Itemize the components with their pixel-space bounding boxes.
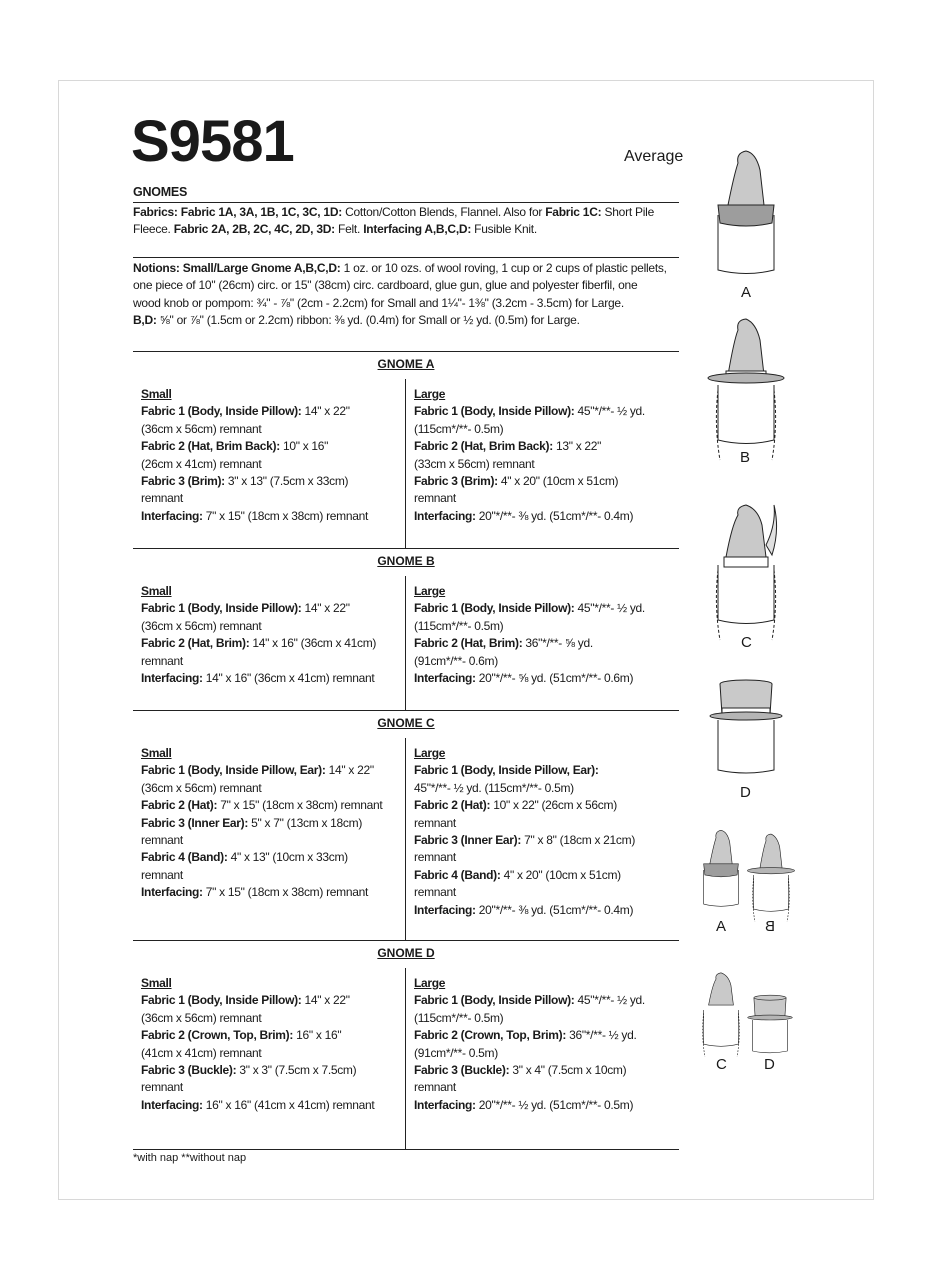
text: remnant [141, 491, 183, 506]
bold-label: Interfacing: [414, 671, 476, 686]
requirement-line [141, 849, 382, 866]
bold-label: Fabric 2 (Hat, Brim): [141, 636, 250, 651]
text: (91cm*/**- 0.5m) [414, 1045, 498, 1060]
requirement-line [414, 849, 635, 866]
text: 45"*/**- ½ yd. (115cm*/**- 0.5m) [414, 780, 574, 795]
requirement-line [141, 832, 382, 849]
requirement-line [414, 508, 645, 525]
text: 7" x 15" (18cm x 38cm) remnant [202, 508, 369, 523]
text: 3" x 4" (7.5cm x 10cm) [509, 1063, 627, 1078]
size-heading: Small [141, 976, 172, 990]
large-size-requirements [414, 583, 645, 687]
text: (115cm*/**- 0.5m) [414, 1010, 504, 1025]
bold-label: Fabric 1 (Body, Inside Pillow, Ear): [141, 763, 326, 778]
text: (115cm*/**- 0.5m) [414, 618, 504, 633]
bold-label: Notions: Small/Large Gnome A,B,C,D: [133, 261, 341, 275]
requirement-line [141, 1010, 374, 1027]
fabrics-text [133, 204, 679, 239]
requirement-line [414, 1045, 645, 1062]
requirement-line [141, 1097, 374, 1114]
bold-label: Fabric 2 (Hat, Brim): [414, 636, 523, 651]
text: (115cm*/**- 0.5m) [414, 421, 504, 436]
text: 45"*/**- ½ yd. [574, 993, 645, 1008]
text: ⅝" or ⅞" (1.5cm or 2.2cm) ribbon: ⅜ yd. (0.4m) for Small or ½ yd. (0.5m) for Large. [156, 313, 580, 328]
view-label-b: B [740, 449, 751, 466]
size-heading: Large [414, 387, 446, 401]
text: 4" x 20" (10cm x 51cm) [497, 474, 619, 489]
requirement-line [414, 635, 645, 652]
bold-label: Fabric 2 (Hat): [141, 798, 218, 813]
requirement-line [141, 992, 374, 1009]
requirement-line [414, 653, 645, 670]
bold-label: Fabric 3 (Inner Ear): [414, 833, 522, 848]
section-heading: GNOME D [377, 946, 435, 960]
bold-label: Fabric 1 (Body, Inside Pillow): [414, 993, 575, 1008]
text: 10" x 22" (26cm x 56cm) [490, 798, 617, 813]
requirement-line [414, 403, 645, 420]
divider [133, 548, 679, 549]
requirement-line [141, 600, 376, 617]
bold-label: Fabric 3 (Buckle): [141, 1063, 237, 1078]
text: remnant [414, 885, 456, 900]
requirement-line [414, 1097, 645, 1114]
requirement-line [141, 797, 382, 814]
requirement-line [141, 618, 376, 635]
requirement-line [414, 884, 635, 901]
text: 20"*/**- ⅜ yd. (51cm*/**- 0.4m) [475, 902, 634, 917]
bold-label: Fabric 4 (Band): [141, 850, 228, 865]
text: Short Pile [601, 205, 654, 219]
text: Fusible Knit. [471, 222, 537, 237]
bold-label: Fabric 1C: [545, 205, 602, 219]
text: 45"*/**- ½ yd. [574, 404, 645, 419]
requirement-line [414, 1079, 645, 1096]
text: 20"*/**- ½ yd. (51cm*/**- 0.5m) [475, 1097, 634, 1112]
notions-line [133, 277, 679, 294]
bold-label: Fabric 1 (Body, Inside Pillow): [141, 601, 302, 616]
view-label-a: A [741, 284, 752, 301]
bold-label: Interfacing: [141, 671, 203, 686]
notions-line [133, 312, 679, 329]
text: 16" x 16" [293, 1028, 342, 1043]
pattern-title: GNOMES [133, 185, 188, 199]
requirement-line [141, 1079, 374, 1096]
text: 7" x 8" (18cm x 21cm) [521, 833, 636, 848]
bold-label: Fabric 2 (Hat): [414, 798, 491, 813]
bold-label: Fabric 2 (Hat, Brim Back): [414, 439, 553, 454]
text: (36cm x 56cm) remnant [141, 618, 262, 633]
bold-label: Interfacing: [414, 902, 476, 917]
requirement-line [414, 421, 645, 438]
text: (91cm*/**- 0.6m) [414, 653, 498, 668]
text: remnant [141, 833, 183, 848]
requirement-line [141, 473, 368, 490]
text: remnant [414, 1080, 456, 1095]
text: 36"*/**- ½ yd. [566, 1028, 637, 1043]
bold-label: Interfacing: [141, 508, 203, 523]
text: (33cm x 56cm) remnant [414, 456, 535, 471]
bold-label: B,D: [133, 313, 157, 328]
bold-label: Fabric 3 (Brim): [414, 474, 498, 489]
column-divider [405, 576, 406, 710]
gnome-section-d [133, 940, 679, 1150]
text: 13" x 22" [552, 439, 602, 454]
bold-label: Fabric 2A, 2B, 2C, 4C, 2D, 3D: [173, 222, 335, 237]
bold-label: Fabric 4 (Band): [414, 867, 501, 882]
section-heading: GNOME A [377, 357, 435, 371]
divider [133, 940, 679, 941]
requirement-line [141, 438, 368, 455]
small-size-requirements [141, 975, 374, 1114]
gnome-section-c [133, 710, 679, 940]
bold-label: Fabric 1 (Body, Inside Pillow): [414, 404, 575, 419]
bold-label: Interfacing: [141, 1097, 203, 1112]
text: (41cm x 41cm) remnant [141, 1045, 262, 1060]
footnote: *with nap **without nap [133, 1152, 247, 1164]
requirement-line [141, 635, 376, 652]
text: remnant [141, 867, 183, 882]
text: remnant [141, 1080, 183, 1095]
size-heading: Small [141, 746, 172, 760]
text: 45"*/**- ½ yd. [574, 601, 645, 616]
text: 14" x 16" (36cm x 41cm) remnant [202, 671, 375, 686]
requirement-line [141, 1062, 374, 1079]
notions-line [133, 260, 679, 277]
bold-label: Fabric 3 (Buckle): [414, 1063, 510, 1078]
divider [133, 351, 679, 352]
gnome-section-b [133, 548, 679, 710]
text: remnant [141, 653, 183, 668]
requirement-line [414, 815, 635, 832]
text: remnant [414, 850, 456, 865]
text: 7" x 15" (18cm x 38cm) remnant [202, 885, 369, 900]
text: 7" x 15" (18cm x 38cm) remnant [217, 798, 383, 813]
divider [133, 1149, 679, 1150]
text: 3" x 13" (7.5cm x 33cm) [224, 474, 349, 489]
requirement-line [414, 902, 635, 919]
bold-label: Fabric 1 (Body, Inside Pillow): [141, 993, 302, 1008]
requirement-line [414, 780, 635, 797]
divider [133, 710, 679, 711]
bold-label: Fabric 2 (Hat, Brim Back): [141, 439, 280, 454]
requirement-line [414, 1027, 645, 1044]
requirement-line [141, 421, 368, 438]
view-label-a-back: A [716, 918, 727, 935]
requirement-line [141, 403, 368, 420]
text: 4" x 13" (10cm x 33cm) [227, 850, 348, 865]
text: 14" x 22" [301, 993, 350, 1008]
text: wood knob or pompom: ¾" - ⅞" (2cm - 2.2cm) for Small and 1¼"- 1⅜" (3.2cm - 3.5cm) for Large. [133, 295, 624, 310]
text: 4" x 20" (10cm x 51cm) [500, 867, 621, 882]
requirement-line [414, 456, 645, 473]
text: remnant [414, 815, 456, 830]
text: (36cm x 56cm) remnant [141, 421, 262, 436]
text: 3" x 3" (7.5cm x 7.5cm) [236, 1063, 357, 1078]
section-heading: GNOME B [377, 554, 435, 568]
requirement-line [414, 762, 635, 779]
section-heading: GNOME C [377, 716, 435, 730]
bold-label: Fabric 1 (Body, Inside Pillow): [141, 404, 302, 419]
requirement-line [141, 670, 376, 687]
bold-label: Fabrics: Fabric 1A, 3A, 1B, 1C, 3C, 1D: [133, 205, 342, 219]
text: Cotton/Cotton Blends, Flannel. Also for [342, 205, 546, 219]
requirement-line [414, 600, 645, 617]
pattern-number: S9581 [131, 109, 294, 174]
bold-label: Interfacing: [414, 508, 476, 523]
requirement-line [141, 456, 368, 473]
text: (26cm x 41cm) remnant [141, 456, 262, 471]
bold-label: Interfacing A,B,C,D: [363, 222, 472, 237]
large-size-requirements [414, 975, 645, 1114]
text: remnant [414, 491, 456, 506]
gnome-section-a [133, 351, 679, 548]
column-divider [405, 379, 406, 548]
text: Fleece. [133, 222, 174, 237]
requirement-line [414, 473, 645, 490]
view-label-c: C [741, 634, 752, 651]
requirement-line [414, 1010, 645, 1027]
size-heading: Large [414, 976, 446, 990]
requirement-line [141, 1027, 374, 1044]
difficulty-level: Average [624, 148, 684, 165]
requirement-line [141, 884, 382, 901]
requirement-line [414, 867, 635, 884]
requirement-line [414, 490, 645, 507]
requirement-line [414, 1062, 645, 1079]
requirement-line [141, 867, 382, 884]
text: 14" x 22" [301, 601, 350, 616]
requirement-line [141, 815, 382, 832]
text: 16" x 16" (41cm x 41cm) remnant [202, 1097, 375, 1112]
large-size-requirements [414, 386, 645, 525]
text: (36cm x 56cm) remnant [141, 780, 262, 795]
bold-label: Fabric 1 (Body, Inside Pillow, Ear): [414, 763, 599, 778]
requirement-line [414, 618, 645, 635]
requirement-line [414, 797, 635, 814]
size-heading: Large [414, 746, 446, 760]
requirement-line [141, 762, 382, 779]
text: 14" x 22" [301, 404, 350, 419]
requirement-line [414, 670, 645, 687]
text: one piece of 10" (26cm) circ. or 15" (38cm) circ. cardboard, glue gun, glue and polyester fiberfil, one [133, 278, 638, 293]
notions-line [133, 295, 679, 312]
requirement-line [414, 438, 645, 455]
divider [133, 202, 679, 203]
text: 20"*/**- ⅜ yd. (51cm*/**- 0.4m) [475, 508, 634, 523]
text: Felt. [334, 222, 364, 237]
bold-label: Fabric 2 (Crown, Top, Brim): [141, 1028, 294, 1043]
bold-label: Fabric 3 (Brim): [141, 474, 225, 489]
small-size-requirements [141, 583, 376, 687]
size-heading: Small [141, 387, 172, 401]
requirement-line [414, 832, 635, 849]
requirement-line [414, 992, 645, 1009]
column-divider [405, 968, 406, 1150]
notions-text [133, 260, 679, 330]
bold-label: Interfacing: [141, 885, 203, 900]
divider [133, 257, 679, 258]
bold-label: Interfacing: [414, 1097, 476, 1112]
requirement-line [141, 780, 382, 797]
size-heading: Large [414, 584, 446, 598]
text: (36cm x 56cm) remnant [141, 1010, 262, 1025]
requirement-line [141, 490, 368, 507]
text: 36"*/**- ⅝ yd. [522, 636, 593, 651]
view-label-d: D [740, 784, 751, 801]
column-divider [405, 738, 406, 940]
large-size-requirements [414, 745, 635, 919]
text: 20"*/**- ⅝ yd. (51cm*/**- 0.6m) [475, 671, 634, 686]
requirement-line [141, 508, 368, 525]
text: 14" x 16" (36cm x 41cm) [249, 636, 377, 651]
bold-label: Fabric 2 (Crown, Top, Brim): [414, 1028, 567, 1043]
fabrics-line [133, 221, 679, 238]
requirement-line [141, 1045, 374, 1062]
view-label-b-back: B [765, 918, 776, 935]
text: 14" x 22" [325, 763, 374, 778]
small-size-requirements [141, 745, 382, 902]
size-heading: Small [141, 584, 172, 598]
view-label-d-back: D [764, 1056, 775, 1073]
view-label-c-back: C [716, 1056, 727, 1073]
requirement-line [141, 653, 376, 670]
text: 10" x 16" [279, 439, 329, 454]
text: 5" x 7" (13cm x 18cm) [248, 815, 363, 830]
small-size-requirements [141, 386, 368, 525]
text: 1 oz. or 10 ozs. of wool roving, 1 cup or 2 cups of plastic pellets, [340, 261, 667, 275]
fabrics-line [133, 204, 679, 221]
bold-label: Fabric 1 (Body, Inside Pillow): [414, 601, 575, 616]
bold-label: Fabric 3 (Inner Ear): [141, 815, 249, 830]
